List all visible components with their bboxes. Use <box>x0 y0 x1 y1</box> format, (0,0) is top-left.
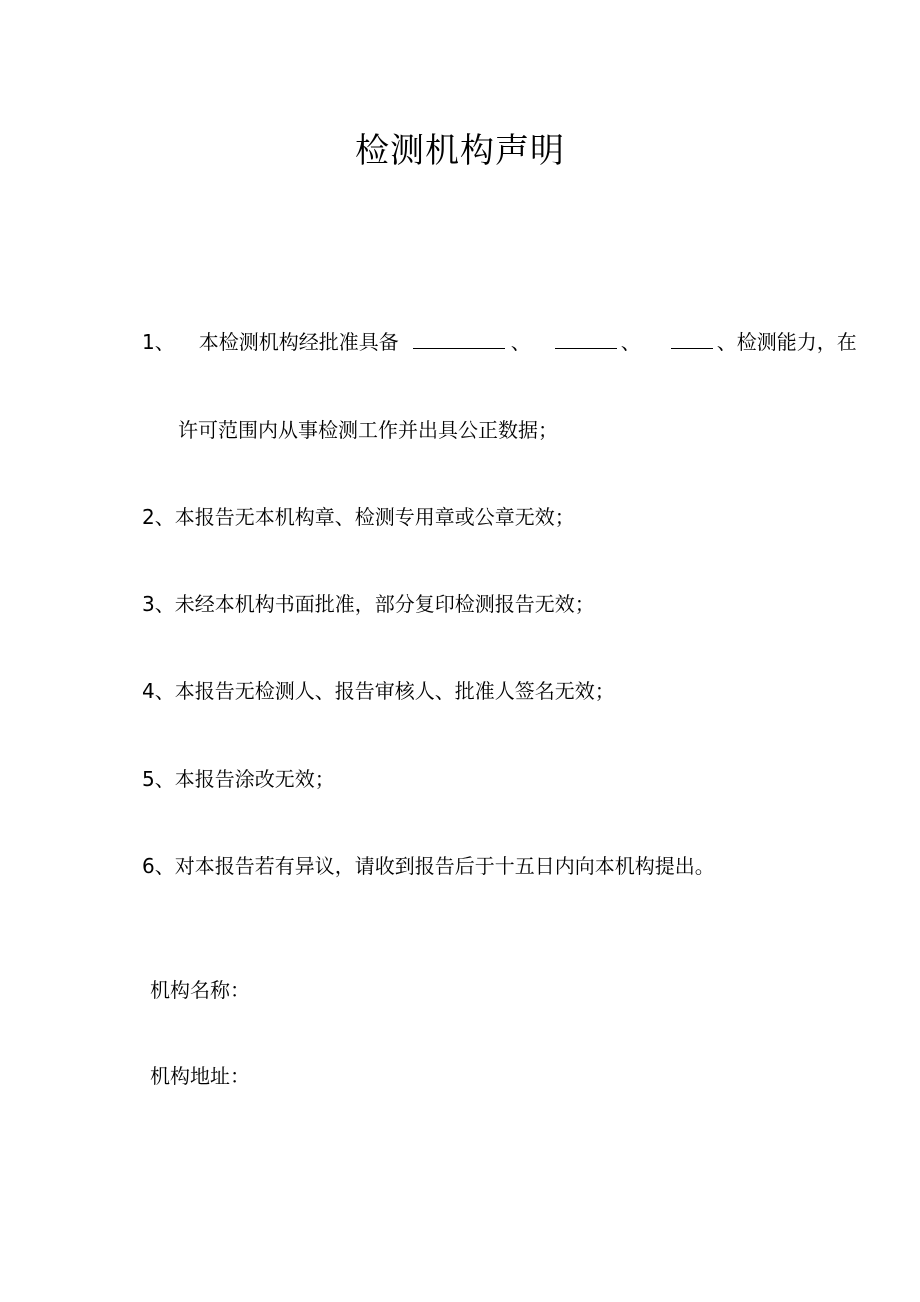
item-text: 对本报告若有异议，请收到报告后于十五日内向本机构提出。 <box>174 854 715 878</box>
item-6 <box>142 852 715 880</box>
item-number: 6、 <box>142 854 175 878</box>
item-number: 3、 <box>142 592 175 616</box>
item-text: 、检测能力，在 <box>716 330 857 354</box>
item-text: 本报告涂改无效； <box>174 767 335 791</box>
item-text: 本报告无本机构章、检测专用章或公章无效； <box>174 505 575 529</box>
blank-field-2 <box>555 330 617 349</box>
separator: 、 <box>510 330 531 354</box>
item-1 <box>142 328 857 356</box>
item-number: 2、 <box>142 505 175 529</box>
item-text: 本报告无检测人、报告审核人、批准人签名无效； <box>174 679 615 703</box>
org-address-label: 机构地址： <box>150 1064 250 1088</box>
item-number: 4、 <box>142 679 175 703</box>
item-number: 5、 <box>142 767 175 791</box>
item-1-continuation: 许可范围内从事检测工作并出具公正数据； <box>178 418 558 442</box>
item-4 <box>142 677 615 705</box>
item-text: 未经本机构书面批准，部分复印检测报告无效； <box>174 592 595 616</box>
page-title: 检测机构声明 <box>355 131 565 171</box>
item-text: 本检测机构经批准具备 <box>198 330 399 354</box>
item-3 <box>142 590 595 618</box>
org-name-label: 机构名称： <box>150 978 250 1002</box>
item-2 <box>142 503 575 531</box>
item-number: 1、 <box>142 330 175 354</box>
item-5 <box>142 765 335 793</box>
blank-field-3 <box>671 330 713 349</box>
blank-field-1 <box>413 330 505 349</box>
separator: 、 <box>620 330 641 354</box>
